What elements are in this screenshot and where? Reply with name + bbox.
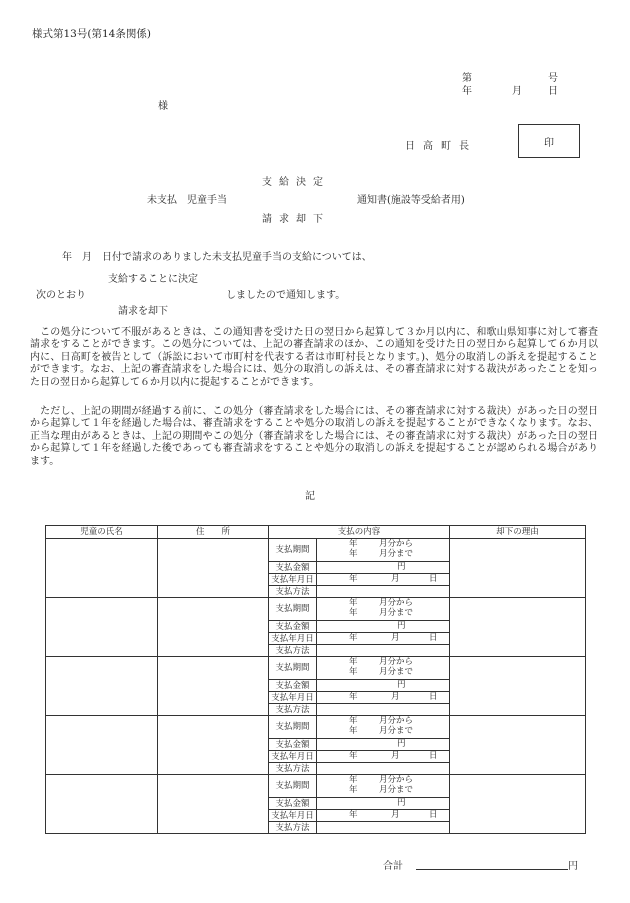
payment-method-value[interactable]	[317, 763, 450, 775]
period-from-month: 月分から	[379, 775, 414, 785]
col-address: 住 所	[158, 526, 269, 539]
payment-period-value[interactable]	[317, 657, 450, 680]
seal-label: 印	[544, 137, 554, 149]
period-to-month: 月分まで	[379, 608, 414, 618]
address-cell[interactable]	[158, 716, 269, 775]
payment-method-label: 支払方法	[269, 704, 317, 716]
payment-amount-value[interactable]	[317, 562, 450, 574]
request-date-line: 年 月 日付で請求のありました未支払児童手当の支給については、	[62, 252, 372, 263]
pay-date-day: 日	[429, 810, 438, 820]
payment-date-value[interactable]	[317, 574, 450, 586]
pay-date-month: 月	[391, 751, 400, 761]
payment-method-value[interactable]	[317, 822, 450, 834]
payment-date-label: 支払年月日	[269, 751, 317, 763]
payment-period-label: 支払期間	[269, 598, 317, 621]
payment-method-value[interactable]	[317, 704, 450, 716]
rejection-reason-cell[interactable]	[450, 716, 586, 775]
payment-amount-label: 支払金額	[269, 562, 317, 574]
addressee-suffix: 様	[158, 101, 168, 112]
table-header-row	[46, 526, 586, 539]
choice-reject: 請求を却下	[118, 306, 168, 317]
amount-yen-unit: 円	[397, 739, 406, 749]
payment-date-value[interactable]	[317, 633, 450, 645]
table-row	[46, 598, 586, 621]
payment-method-value[interactable]	[317, 645, 450, 657]
table-row	[46, 539, 586, 562]
payment-date-label: 支払年月日	[269, 633, 317, 645]
period-from-year: 年	[349, 598, 358, 608]
child-name-cell[interactable]	[46, 716, 158, 775]
total-label: 合計	[383, 861, 403, 872]
payment-amount-label: 支払金額	[269, 621, 317, 633]
table-row	[46, 775, 586, 798]
payment-method-value[interactable]	[317, 586, 450, 598]
rejection-reason-cell[interactable]	[450, 775, 586, 834]
payment-period-label: 支払期間	[269, 775, 317, 798]
address-cell[interactable]	[158, 598, 269, 657]
title-notice: 通知書(施設等受給者用)	[357, 195, 465, 206]
pay-date-month: 月	[391, 633, 400, 643]
payment-amount-value[interactable]	[317, 680, 450, 692]
payment-date-label: 支払年月日	[269, 692, 317, 704]
rejection-reason-cell[interactable]	[450, 657, 586, 716]
issuer-name: 日高町長	[405, 141, 477, 152]
payment-date-value[interactable]	[317, 692, 450, 704]
choice-approve: 支給することに決定	[108, 274, 198, 285]
period-to-month: 月分まで	[379, 667, 414, 677]
title-decision: 支給決定	[262, 177, 330, 188]
pay-date-day: 日	[429, 692, 438, 702]
number-suffix: 号	[548, 73, 558, 84]
pay-date-month: 月	[391, 810, 400, 820]
period-from-month: 月分から	[379, 716, 414, 726]
period-from-month: 月分から	[379, 539, 414, 549]
payment-amount-value[interactable]	[317, 798, 450, 810]
period-to-year: 年	[349, 667, 358, 677]
address-cell[interactable]	[158, 775, 269, 834]
limitation-paragraph: ただし、上記の期間が経過する前に、この処分（審査請求をした場合には、その審査請求に対する裁決）があった日の翌日から起算して１年を経過した場合は、審査請求をすることや処分の取消しの訴えを提起することができなくなります。なお、正当な理由があるときは、上記の期間やこの処分（審査請求をした場合には、その審査請求に対する裁決）があった日の翌日から起算して１年を経過した後であっても審査請求をすることや処分の取消しの訴えを提起することが認められる場合があります。	[30, 406, 598, 467]
payment-period-value[interactable]	[317, 598, 450, 621]
payment-period-label: 支払期間	[269, 539, 317, 562]
payment-period-label: 支払期間	[269, 657, 317, 680]
title-subject: 未支払 児童手当	[147, 195, 227, 206]
total-amount-field[interactable]	[416, 869, 568, 870]
choice-lead: 次のとおり	[36, 290, 86, 301]
pay-date-year: 年	[349, 633, 358, 643]
payment-date-value[interactable]	[317, 810, 450, 822]
period-from-year: 年	[349, 657, 358, 667]
total-yen-unit: 円	[568, 861, 578, 872]
payment-method-label: 支払方法	[269, 645, 317, 657]
payment-date-label: 支払年月日	[269, 574, 317, 586]
date-month: 月	[512, 86, 522, 97]
appeal-paragraph: この処分について不服があるときは、この通知書を受けた日の翌日から起算して３か月以内に、和歌山県知事に対して審査請求をすることができます。この処分については、上記の審査請求のほか、この通知を受けた日の翌日から起算して６か月以内に、日高町を被告として（訴訟において市町村を代表する者は市町村長となります。)、処分の取消しの訴えを提起することができます。なお、上記の審査請求をした場合には、処分の取消しの訴えは、その審査請求に対する裁決があったことを知った日の翌日から起算して６か月以内に提起することができます。	[30, 327, 598, 388]
number-prefix: 第	[462, 73, 472, 84]
child-name-cell[interactable]	[46, 598, 158, 657]
child-name-cell[interactable]	[46, 775, 158, 834]
payment-amount-label: 支払金額	[269, 798, 317, 810]
payment-date-value[interactable]	[317, 751, 450, 763]
period-to-month: 月分まで	[379, 549, 414, 559]
period-from-month: 月分から	[379, 657, 414, 667]
payment-period-value[interactable]	[317, 775, 450, 798]
pay-date-year: 年	[349, 574, 358, 584]
pay-date-day: 日	[429, 633, 438, 643]
payment-period-value[interactable]	[317, 539, 450, 562]
period-to-year: 年	[349, 549, 358, 559]
payment-amount-value[interactable]	[317, 621, 450, 633]
pay-date-year: 年	[349, 751, 358, 761]
table-row	[46, 657, 586, 680]
pay-date-year: 年	[349, 692, 358, 702]
payment-method-label: 支払方法	[269, 586, 317, 598]
amount-yen-unit: 円	[397, 621, 406, 631]
payment-amount-label: 支払金額	[269, 739, 317, 751]
child-name-cell[interactable]	[46, 657, 158, 716]
pay-date-day: 日	[429, 574, 438, 584]
pay-date-day: 日	[429, 751, 438, 761]
seal-box	[518, 124, 580, 158]
ki-heading: 記	[305, 491, 315, 502]
date-day: 日	[548, 86, 558, 97]
title-rejection: 請求却下	[262, 214, 330, 225]
col-payment-content: 支払の内容	[269, 526, 450, 539]
amount-yen-unit: 円	[397, 680, 406, 690]
rejection-reason-cell[interactable]	[450, 598, 586, 657]
payment-amount-label: 支払金額	[269, 680, 317, 692]
address-cell[interactable]	[158, 657, 269, 716]
pay-date-year: 年	[349, 810, 358, 820]
period-from-month: 月分から	[379, 598, 414, 608]
period-to-month: 月分まで	[379, 785, 414, 795]
period-to-year: 年	[349, 785, 358, 795]
amount-yen-unit: 円	[397, 562, 406, 572]
form-number-label: 様式第13号(第14条関係)	[32, 28, 151, 40]
rejection-reason-cell[interactable]	[450, 539, 586, 598]
pay-date-month: 月	[391, 692, 400, 702]
col-child-name: 児童の氏名	[46, 526, 158, 539]
period-from-year: 年	[349, 716, 358, 726]
payment-date-label: 支払年月日	[269, 810, 317, 822]
payment-amount-value[interactable]	[317, 739, 450, 751]
period-to-month: 月分まで	[379, 726, 414, 736]
address-cell[interactable]	[158, 539, 269, 598]
period-from-year: 年	[349, 775, 358, 785]
period-to-year: 年	[349, 608, 358, 618]
period-from-year: 年	[349, 539, 358, 549]
col-rejection-reason: 却下の理由	[450, 526, 586, 539]
pay-date-month: 月	[391, 574, 400, 584]
payment-period-value[interactable]	[317, 716, 450, 739]
payment-method-label: 支払方法	[269, 822, 317, 834]
payment-detail-table	[45, 525, 586, 834]
choice-tail: しましたので通知します。	[226, 290, 346, 301]
date-year: 年	[462, 86, 472, 97]
payment-period-label: 支払期間	[269, 716, 317, 739]
amount-yen-unit: 円	[397, 798, 406, 808]
payment-method-label: 支払方法	[269, 763, 317, 775]
period-to-year: 年	[349, 726, 358, 736]
child-name-cell[interactable]	[46, 539, 158, 598]
table-row	[46, 716, 586, 739]
